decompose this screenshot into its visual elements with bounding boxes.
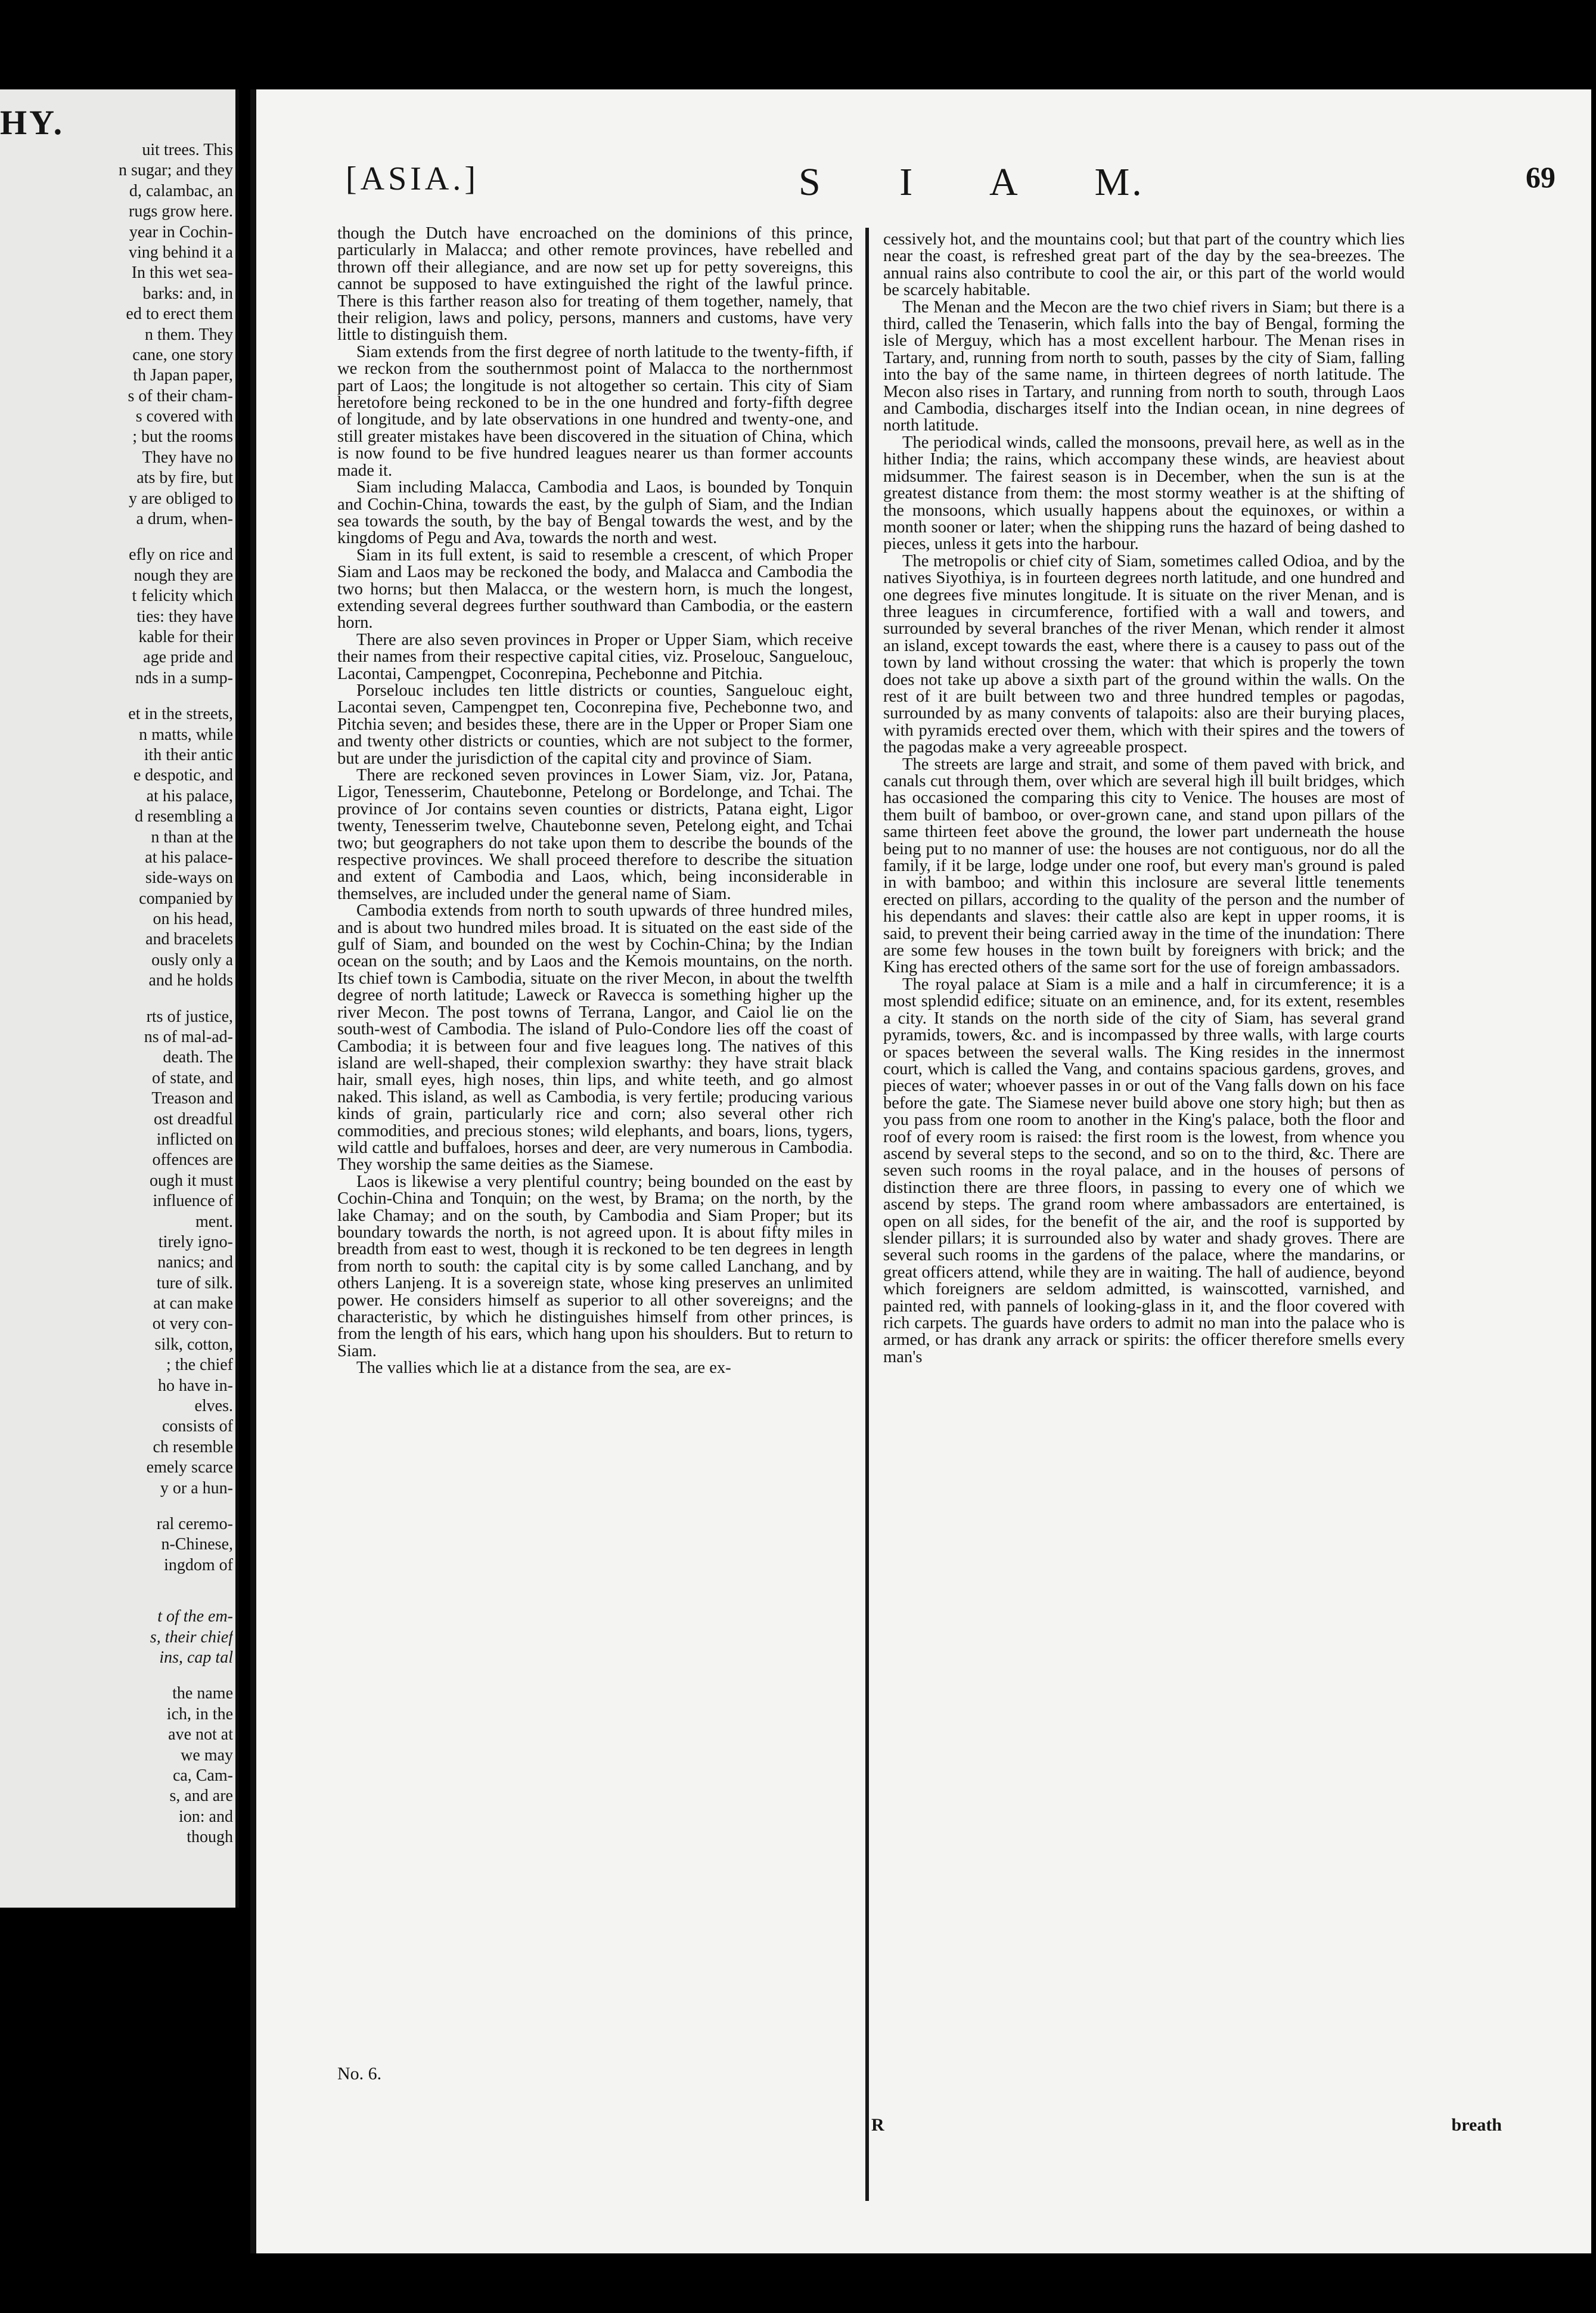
left-page-line: age pride and (143, 648, 233, 667)
running-head-title: S I A M. (799, 160, 1144, 204)
left-page-line: e despotic, and (133, 766, 233, 785)
left-page-line: rugs grow here. (129, 202, 233, 221)
left-page-line: ral ceremo- (156, 1515, 233, 1533)
signature-mark: No. 6. (337, 2064, 382, 2083)
paragraph: Siam including Malacca, Cambodia and Laos, is bounded by Tonquin and Cochin-China, towards the east, by the gulph of Siam, and the Indian sea towards the south, by the bay of Bengal towards the west, and by the kingdoms of Pegu and Ava, towards the north and west. (337, 478, 853, 548)
paragraph: cessively hot, and the mountains cool; but that part of the country which lies near the coast, is refreshed great part of the day by the sea-breezes. The annual rains also contribute to cool the air, or this part of the world would be scarcely habitable. (883, 231, 1405, 300)
left-page-line: ho have in- (158, 1376, 233, 1395)
paragraph: There are also seven provinces in Proper or Upper Siam, which receive their names from their respective capital cities, viz. Proselouc, Sanguelouc, Lacontai, Campengpet, Coconrepina, Pechebonne and Pitchia. (337, 630, 853, 683)
left-page-line: cane, one story (132, 345, 233, 364)
paragraph: There are reckoned seven provinces in Lower Siam, viz. Jor, Patana, Ligor, Tenesserim, Chautebonne, Petelong or Bordelonge, and Tchai. The province of Jor contains seven counties or districts, Patana eight, Ligor twenty, Tenesserim twelve, Chautebonne seven, Petelong eight, and Tchai two; but geographers do not take upon them to describe the bounds of the respective provinces. We shall proceed therefore to describe the situation and extent of Cambodia and Laos, which, being inconsiderable in themselves, are included under the general name of Siam. (337, 766, 853, 903)
signature-letter: R (871, 2115, 884, 2135)
left-page-line: a drum, when- (136, 510, 233, 529)
left-page-line: et in the streets, (128, 705, 233, 724)
left-page-line: companied by (139, 889, 233, 908)
left-page-line (4, 1499, 233, 1514)
left-page-line: though (187, 1828, 233, 1847)
left-page-line: year in Cochin- (129, 222, 233, 241)
left-page-line: side-ways on (145, 869, 233, 888)
left-page-line: t of the em- (157, 1607, 233, 1626)
left-page-line: th Japan paper, (133, 366, 233, 385)
paragraph: Siam in its full extent, is said to resemble a crescent, of which Proper Siam and Laos may be reckoned the body, and Malacca and Cambodia the two horns; but then Malacca, or the western horn, is much the longest, extending several degrees further southward than Cambodia, or the eastern horn. (337, 545, 853, 632)
text-column-left (337, 225, 853, 2145)
left-page-line: ich, in the (166, 1704, 233, 1723)
left-page-line: barks: and, in (142, 284, 233, 303)
left-page-line: n matts, while (139, 725, 233, 744)
left-page-line: In this wet sea- (131, 263, 233, 283)
left-page-line: ough it must (149, 1171, 233, 1190)
left-page-line: n them. They (144, 325, 233, 344)
left-page-line: and bracelets (145, 930, 233, 949)
left-page-line: s, and are (169, 1787, 233, 1806)
left-page-line (4, 529, 233, 545)
left-page-line: ch resemble (153, 1437, 233, 1456)
paragraph: Porselouc includes ten little districts or counties, Sanguelouc eight, Lacontai seven, Campengpet ten, Coconrepina five, Pechebonne two, and Pitchia seven; and besides these, there are in the Upper or Proper Siam one and twenty other districts or counties, which are not subject to the former, but are under the jurisdiction of the capital city and province of Siam. (337, 681, 853, 768)
left-page-line: n sugar; and they (118, 161, 233, 180)
paragraph: Laos is likewise a very plentiful country; being bounded on the east by Cochin-China and Tonquin; on the west, by Brama; on the north, by the lake Chamay; and on the south, by Cambodia and Siam Proper; but its boundary towards the north, is not agreed upon. It is about fifty miles in breadth from east to west, though it is reckoned to be ten degrees in length from north to south: the capital city is by some called Lanchang, and by others Lanjeng. It is a sovereign state, whose king preserves an unlimited power. He considers himself as superior to all other sovereigns; and the characteristic, by which he distinguishes himself from other princes, is from the length of his ears, which hang upon his shoulders. But to return to Siam. (337, 1172, 853, 1360)
left-page-line: and he holds (148, 971, 233, 990)
left-page-line: They have no (142, 448, 233, 467)
left-page-line: s, their chief (150, 1627, 233, 1647)
left-page-line: at can make (153, 1294, 233, 1313)
left-page-line: death. The (163, 1048, 233, 1067)
left-page-line: ins, cap tal (159, 1648, 233, 1667)
left-page-line: emely scarce (146, 1458, 233, 1477)
left-page-line: we may (181, 1745, 233, 1765)
left-page-line: ; the chief (166, 1356, 233, 1375)
left-page-line: ingdom of (164, 1555, 233, 1574)
left-page-line: y or a hun- (160, 1478, 233, 1497)
left-page-line: ns of mal-ad- (144, 1028, 233, 1047)
left-page-line: inflicted on (156, 1130, 233, 1149)
left-page-line: at his palace, (146, 786, 233, 805)
paragraph: The royal palace at Siam is a mile and a half in circumference; it is a most splendid edifice; situate on an eminence, and, for its extent, resembles a city. It stands on the north side of the city of Siam, has several grand pyramids, towers, &c. and is incompassed by three walls, with large courts or spaces between the several walls. The King resides in the innermost court, which is called the Vang, and contains spacious gardens, groves, and pieces of water; whoever passes in or out of the Vang falls down on his face before the gate. The Siamese never build above one story high; but then as you pass from one room to another in the King's palace, both the floor and roof of every room is raised: the first room is the lowest, from whence you ascend by several steps to the second, and so on to the third, &c. There are seven such rooms in the royal palace, and in the houses of persons of distinction there are three floors, in passing to every one of which we ascend by steps. The grand room where ambassadors are entertained, is open on all sides, for the benefit of the air, and the roof is supported by slender pillars; it is surrounded also by water and shady groves. There are several such rooms in the gardens of the palace, where the mandarins, or great officers attend, while they are in waiting. The hall of audience, beyond which foreigners are seldom admitted, is wainscotted, varnished, and painted red, with pannels of looking-glass in it, and the floor covered with rich carpets. The guards have orders to admit no man into the palace who is armed, or has drank any arrack or spirits: the officer therefore smells every man's (883, 975, 1405, 1366)
left-page-line: influence of (153, 1192, 233, 1211)
left-page-line: ave not at (168, 1725, 233, 1744)
page-number: 69 (1526, 160, 1555, 194)
left-page-line (4, 1591, 233, 1607)
left-page-line: the name (172, 1684, 233, 1703)
paragraph: The metropolis or chief city of Siam, sometimes called Odioa, and by the natives Siyothiya, is in fourteen degrees north latitude, and one hundred and one degrees five minutes longitude. It is situate on the river Menan, and is three leagues in circumference, fortified with a wall and towers, and surrounded by several branches of the river Menan, which render it almost an island, except towards the east, where there is a causey to pass out of the town by land without crossing the water: that which is properly the town does not take up above a sixth part of the ground within the walls. On the rest of it are built between two and three hundred temples or pagodas, surrounded by as many convents of talapoits: also are their burying places, with pyramids erected over them, which with their spires and the towers of the pagodas make a very agreeable prospect. (883, 551, 1405, 757)
left-page-line: elves. (194, 1397, 233, 1416)
left-page-line: s covered with (135, 407, 233, 426)
left-page-line: n-Chinese, (161, 1535, 233, 1554)
running-head (346, 160, 1555, 204)
left-page-line (4, 1668, 233, 1683)
left-page-line: kable for their (138, 627, 233, 646)
left-page-line: on his head, (153, 910, 233, 929)
left-page-line: of state, and (151, 1068, 233, 1087)
left-page-fragment (0, 89, 239, 1908)
left-page-line: offences are (152, 1151, 233, 1170)
left-page-line: ion: and (179, 1807, 233, 1826)
left-page-line: uit trees. This (142, 141, 233, 159)
left-page-line: at his palace- (145, 848, 233, 867)
left-page-line: ment. (195, 1212, 233, 1231)
left-page-heading: HY. (0, 103, 65, 142)
paragraph: The Menan and the Mecon are the two chief rivers in Siam; but there is a third, called the Tenaserin, which falls into the bay of Bengal, forming the isle of Merguy, which has a most excellent harbour. The Menan rises in Tartary, and, running from north to south, passes by the city of Siam, falling into the bay of the same name, in thirteen degrees of north latitude. The Mecon also rises in Tartary, and running from north to south, through Laos and Cambodia, discharges itself into the Indian ocean, in nine degrees of north latitude. (883, 297, 1405, 435)
left-page-line: ties: they have (136, 607, 233, 626)
left-page-text (4, 140, 233, 1847)
left-page-line: ed to erect them (126, 305, 233, 324)
left-page-line: ving behind it a (129, 243, 233, 262)
main-page (250, 89, 1591, 2253)
left-page-line: d resembling a (135, 807, 233, 826)
running-head-left: [ASIA.] (346, 160, 479, 197)
left-page-line: consists of (162, 1417, 233, 1436)
left-page-line: ca, Cam- (172, 1766, 233, 1785)
column-rule (865, 228, 869, 2201)
paragraph: The streets are large and strait, and some of them paved with brick, and canals cut through them, over which are several high ill built bridges, which has occasioned the comparing this city to Venice. The houses are most of them built of bamboo, or over-grown cane, and stand upon pillars of the same thirteen feet above the ground, the lower part underneath the house being put to no manner of use: the houses are not contiguous, nor do all the family, if it be large, lodge under one roof, but every man's ground is paled in with bamboo; and within this inclosure are several little tenements erected on pillars, according to the quality of the person and the number of his dependants and slaves: their cattle also are kept in upper rooms, it is said, to prevent their being carried away in the time of the inundation: There are some few houses in the town built by foreigners with brick; and the King has erected others of the same sort for the use of foreign ambassadors. (883, 755, 1405, 977)
left-page-line: ture of silk. (156, 1273, 233, 1292)
left-page-line: ot very con- (152, 1314, 233, 1334)
left-page-line: nds in a sump- (135, 668, 233, 687)
left-page-line: y are obliged to (129, 489, 233, 508)
left-page-line: nanics; and (157, 1253, 233, 1272)
paragraph: though the Dutch have encroached on the dominions of this prince, particularly in Malacca; and other remote provinces, have rebelled and thrown off their allegiance, and are now set up for petty sovereigns, this cannot be supposed to have extinguished the right of the lawful prince. There is this farther reason also for treating of them together, namely, that their religion, laws and policy, persons, manners and customs, have very little to distinguish them. (337, 225, 853, 345)
paragraph: The vallies which lie at a distance from the sea, are ex- (356, 1359, 731, 1378)
left-page-line: n than at the (151, 827, 233, 847)
paragraph: The periodical winds, called the monsoons, prevail here, as well as in the hither India; the rains, which accompany these winds, are heaviest about midsummer. The fairest season is in December, when the sun is at the greatest distance from them: the most stormy weather is at the shifting of the monsoons, which usually happens about the equinoxes, or within a month sooner or later; when the shipping runs the hazard of being dashed to pieces, unless it gets into the harbour. (883, 433, 1405, 554)
catchword: breath (1451, 2115, 1502, 2135)
left-page-line: tirely igno- (158, 1232, 233, 1251)
paragraph: Cambodia extends from north to south upwards of three hundred miles, and is about two hundred miles broad. It is situated on the east side of the gulf of Siam, and bounded on the west by Cochin-China; by the Indian ocean on the south; and by Laos and the Kemois mountains, on the north. Its chief town is Cambodia, situate on the river Mecon, in about the twelfth degree of north latitude; Laweck or Ravecca is something higher up the river Mecon. The post towns of Terrana, Langor, and Caiol lie on the south-west of Cambodia. The island of Pulo-Condore lies off the coast of Cambodia; it is between four and five leagues long. The natives of this island are well-shaped, their complexion swarthy: they have strait black hair, small eyes, high noses, thin lips, and white teeth, and go almost naked. This island, as well as Cambodia, is very fertile; producing various kinds of grain, particularly rice and corn; also several other rich commodities, and precious stones; wild elephants, and boars, lions, tygers, wild cattle and buffaloes, horses and deer, are very numerous in Cambodia. They worship the same deities as the Siamese. (337, 901, 853, 1174)
left-page-line: ith their antic (144, 745, 233, 764)
left-page-line: t felicity which (132, 587, 233, 606)
left-page-line: s of their cham- (128, 386, 233, 405)
left-page-line (4, 991, 233, 1007)
paragraph: Siam extends from the first degree of north latitude to the twenty-fifth, if we reckon from the southernmost point of Malacca to the northernmost part of Laos; the longitude is not altogether so certain. This city of Siam heretofore being reckoned to be in the one hundred and forty-fifth degree of longitude, and by late observations in one hundred and twenty-one, and still greater mistakes have been discovered in the situation of China, which is now found to be five hundred leagues nearer us than former accounts made it. (337, 342, 853, 480)
left-page-line: rts of justice, (146, 1007, 233, 1026)
left-page-line: ost dreadful (154, 1109, 233, 1128)
left-page-line: efly on rice and (129, 545, 233, 565)
left-page-line (4, 689, 233, 704)
left-page-line (4, 1576, 233, 1591)
left-page-line: d, calambac, an (129, 181, 233, 200)
left-page-line: nough they are (133, 566, 233, 585)
left-page-line: ously only a (151, 950, 233, 969)
left-page-line: Treason and (151, 1089, 233, 1108)
left-page-line: ; but the rooms (132, 427, 233, 447)
left-page-line: ats by fire, but (136, 469, 233, 488)
left-page-line: silk, cotton, (154, 1335, 233, 1354)
text-column-right (883, 231, 1405, 2208)
